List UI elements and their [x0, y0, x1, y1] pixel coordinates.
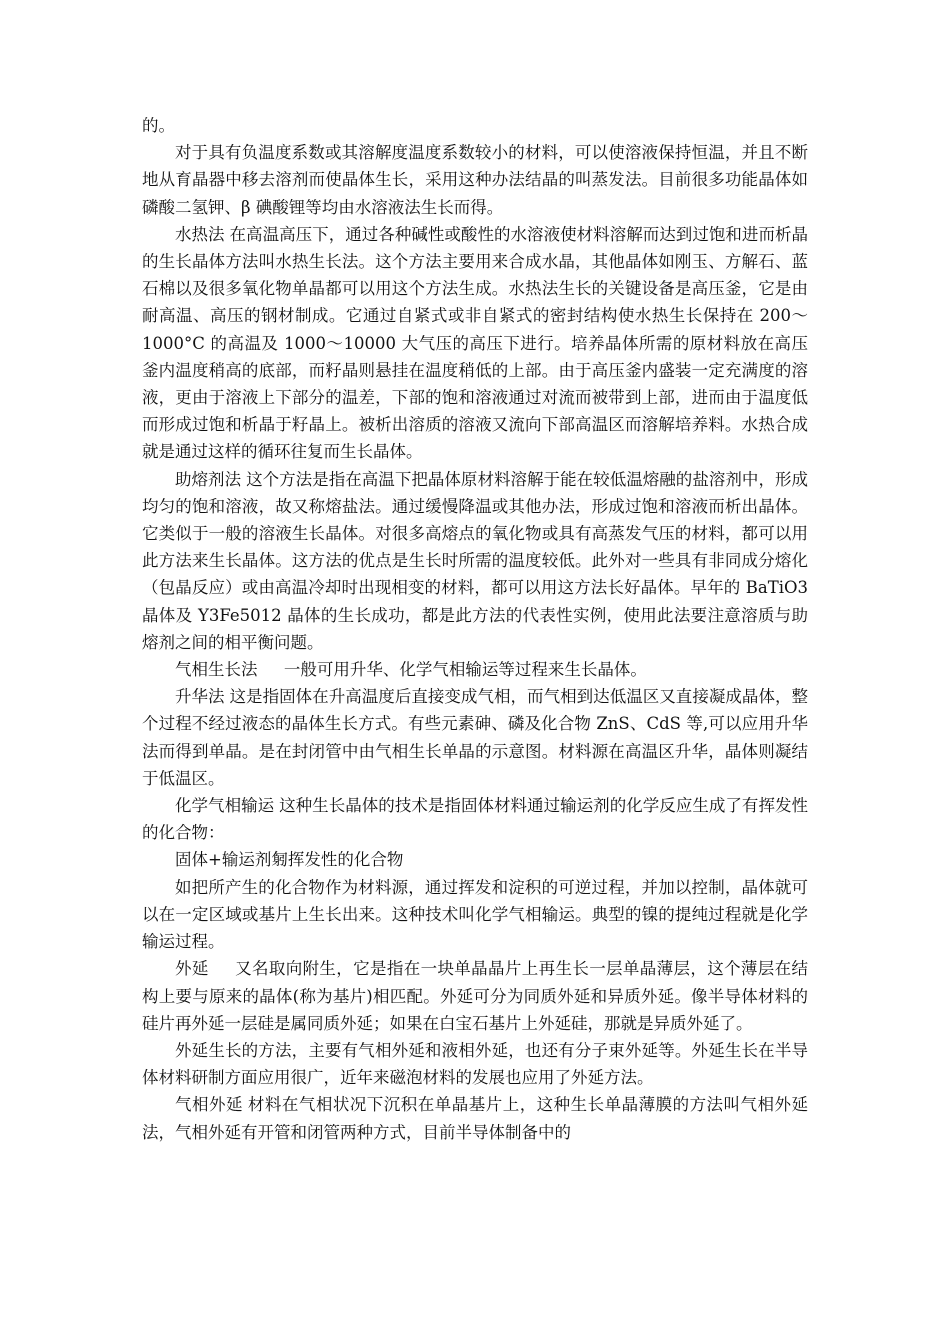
paragraph-11 — [142, 1091, 808, 1145]
term-vapor-epitaxy: 气相外延 — [175, 1095, 243, 1115]
paragraph-7-text: 固体+输运剂匑挥发性的化合物 — [175, 850, 404, 870]
paragraph-4 — [142, 656, 808, 683]
paragraph-1 — [142, 139, 808, 221]
paragraph-3 — [142, 466, 808, 656]
paragraph-10-text: 外延生长的方法，主要有气相外延和液相外延，也还有分子束外延等。外延生长在半导体材料研制方面应用很广，近年来磁泡材料的发展也应用了外延方法。 — [142, 1040, 808, 1088]
paragraph-2 — [142, 221, 808, 466]
paragraph-5 — [142, 683, 808, 792]
paragraph-5-text: 这是指固体在升高温度后直接变成气相，而气相到达低温区又直接凝成晶体，整个过程不经过液态的晶体生长方式。有些元素砷、磷及化合物 ZnS、CdS 等,可以应用升华法而得到单晶。是在封闭管中由气相生长单晶的示意图。材料源在高温区升华，晶体则凝结于低温区。 — [142, 687, 809, 788]
paragraph-8 — [142, 874, 808, 956]
term-sublimation: 升华法 — [175, 687, 225, 707]
paragraph-3-text: 这个方法是指在高温下把晶体原材料溶解于能在较低温熔融的盐溶剂中，形成均匀的饱和溶液，故又称熔盐法。通过缓慢降温或其他办法，形成过饱和溶液而析出晶体。它类似于一般的溶液生长晶体。对很多高熔点的氧化物或具有高蒸发气压的材料，都可以用此方法来生长晶体。这方法的优点是生长时所需的温度较低。此外对一些具有非同成分熔化（包晶反应）或由高温冷却时出现相变的材料，都可以用这方法长好晶体。早年的 BaTiO3 晶体及 Y3Fe5012 晶体的生长成功，都是此方法的代表性实例，使用此法要注意溶质与助熔剂之间的相平衡问题。 — [142, 469, 809, 652]
paragraph-0-text: 的。 — [142, 116, 175, 135]
paragraph-9 — [142, 955, 808, 1037]
paragraph-9-text: 又名取向附生，它是指在一块单晶晶片上再生长一层单晶薄层，这个薄层在结构上要与原来的晶体(称为基片)相匹配。外延可分为同质外延和异质外延。像半导体材料的硅片再外延一层硅是属同质外延；如果在白宝石基片上外延硅，那就是异质外延了。 — [142, 959, 809, 1033]
paragraph-10 — [142, 1037, 808, 1091]
term-chemical-vapor-transport: 化学气相输运 — [175, 796, 275, 816]
term-flux: 助熔剂法 — [175, 469, 242, 489]
term-epitaxy: 外延 — [175, 959, 209, 979]
paragraph-11-text: 材料在气相状况下沉积在单晶基片上，这种生长单晶薄膜的方法叫气相外延法，气相外延有开管和闭管两种方式，目前半导体制备中的 — [142, 1095, 809, 1142]
paragraph-6 — [142, 792, 808, 846]
paragraph-1-text: 对于具有负温度系数或其溶解度温度系数较小的材料，可以使溶液保持恒温，并且不断地从育晶器中移去溶剂而使晶体生长，采用这种办法结晶的叫蒸发法。目前很多功能晶体如磷酸二氢钾、β 碘酸锂等均由水溶液法生长而得。 — [142, 143, 808, 217]
paragraph-4-text: 一般可用升华、化学气相输运等过程来生长晶体。 — [283, 660, 647, 680]
document-page — [142, 112, 808, 1146]
paragraph-6-text: 这种生长晶体的技术是指固体材料通过输运剂的化学反应生成了有挥发性的化合物： — [142, 796, 809, 843]
paragraph-2-text: 在高温高压下，通过各种碱性或酸性的水溶液使材料溶解而达到过饱和进而析晶的生长晶体方法叫水热生长法。这个方法主要用来合成水晶，其他晶体如刚玉、方解石、蓝石棉以及很多氧化物单晶都可以用这个方法生成。水热法生长的关键设备是高压釜，它是由耐高温、高压的钢材制成。它通过自紧式或非自紧式的密封结构使水热生长保持在 200～1000°C 的高温及 1000～10000 大气压的高压下进行。培养晶体所需的原材料放在高压釜内温度稍高的底部，而籽晶则悬挂在温度稍低的上部。由于高压釜内盛装一定充满度的溶液，更由于溶液上下部分的温差，下部的饱和溶液通过对流而被带到上部，进而由于温度低而形成过饱和析晶于籽晶上。被析出溶质的溶液又流向下部高温区而溶解培养料。水热合成就是通过这样的循环往复而生长晶体。 — [142, 224, 809, 462]
paragraph-8-text: 如把所产生的化合物作为材料源，通过挥发和淀积的可逆过程，并加以控制，晶体就可以在一定区域或基片上生长出来。这种技术叫化学气相输运。典型的镍的提纯过程就是化学输运过程。 — [142, 877, 808, 952]
paragraph-7 — [142, 846, 808, 873]
term-hydrothermal: 水热法 — [175, 224, 225, 244]
paragraph-0 — [142, 112, 808, 139]
term-vapor-growth: 气相生长法 — [175, 660, 258, 680]
